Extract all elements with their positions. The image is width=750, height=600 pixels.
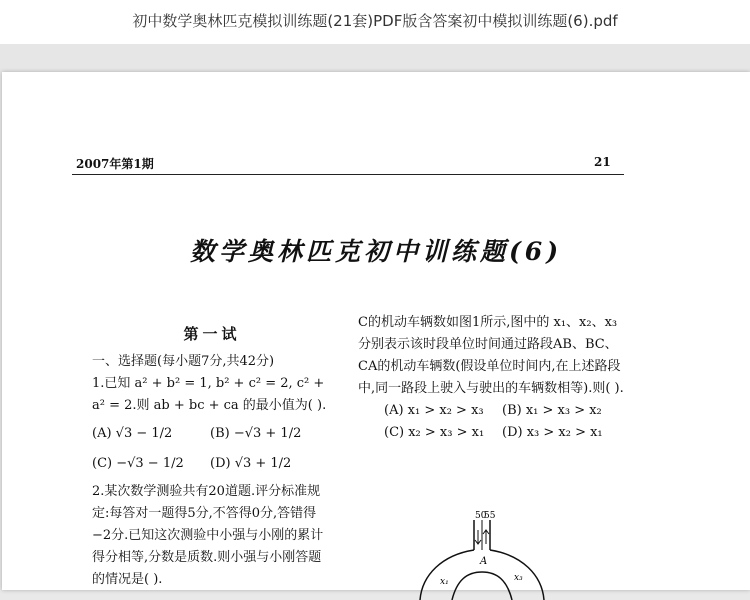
question-3-options	[358, 400, 624, 444]
part-title: 一、选择题(每小题7分,共42分)	[92, 354, 275, 369]
q1-option-b: (B) −√3 + 1/2	[210, 426, 302, 441]
section-title: 第一试	[183, 325, 241, 343]
arrow-in-icon	[475, 530, 481, 544]
q1-option-d: (D) √3 + 1/2	[210, 456, 292, 471]
q3-option-c: (C) x₂ > x₃ > x₁	[384, 425, 485, 440]
question-2: 2.某次数学测验共有20道题.评分标准规定:每答对一题得5分,不答得0分,答错得−2分.已知这次测验中小强与小刚的累计得分相等,分数是质数.则小强与小刚答题的情况是( ).	[92, 484, 324, 587]
header-rule	[72, 174, 624, 175]
right-column	[358, 312, 624, 444]
outer-ring-left	[420, 550, 474, 600]
pdf-viewer[interactable]	[0, 44, 750, 590]
left-column	[92, 323, 332, 591]
question-1: 1.已知 a² + b² = 1, b² + c² = 2, c² + a² = 2.则 ab + bc + ca 的最小值为( ).	[92, 376, 327, 413]
figure-label-a: A	[480, 556, 488, 567]
window-titlebar	[0, 0, 750, 44]
page-header-issue: 2007年第1期	[76, 157, 154, 171]
article-title: 数学奥林匹克初中训练题(6)	[189, 237, 563, 266]
q3-option-d: (D) x₃ > x₂ > x₁	[502, 425, 603, 440]
arrow-out-icon	[483, 530, 489, 544]
inner-ring	[452, 572, 512, 600]
figure-label-x3: x₃	[514, 573, 523, 583]
q3-option-a: (A) x₁ > x₂ > x₃	[384, 403, 484, 418]
figure-1-traffic-diagram	[412, 511, 552, 600]
figure-label-x1: x₁	[440, 577, 449, 587]
question-3: C的机动车辆数如图1所示,图中的 x₁、x₂、x₃ 分别表示该时段单位时间通过路段AB、BC、CA的机动车辆数(假设单位时间内,在上述路段中,同一路段上驶入与驶出的车辆数相等).则( ).	[358, 315, 624, 396]
figure-label-55: 55	[484, 511, 496, 521]
q1-option-a: (A) √3 − 1/2	[92, 426, 173, 441]
page-number: 21	[594, 155, 611, 169]
document-title: 初中数学奥林匹克模拟训练题(21套)PDF版含答案初中模拟训练题(6).pdf	[132, 12, 618, 30]
q1-option-c: (C) −√3 − 1/2	[92, 456, 184, 471]
figure-label-50: 50	[475, 511, 487, 521]
pdf-page	[2, 72, 750, 590]
q3-option-b: (B) x₁ > x₃ > x₂	[502, 403, 602, 418]
question-1-options	[92, 419, 332, 479]
